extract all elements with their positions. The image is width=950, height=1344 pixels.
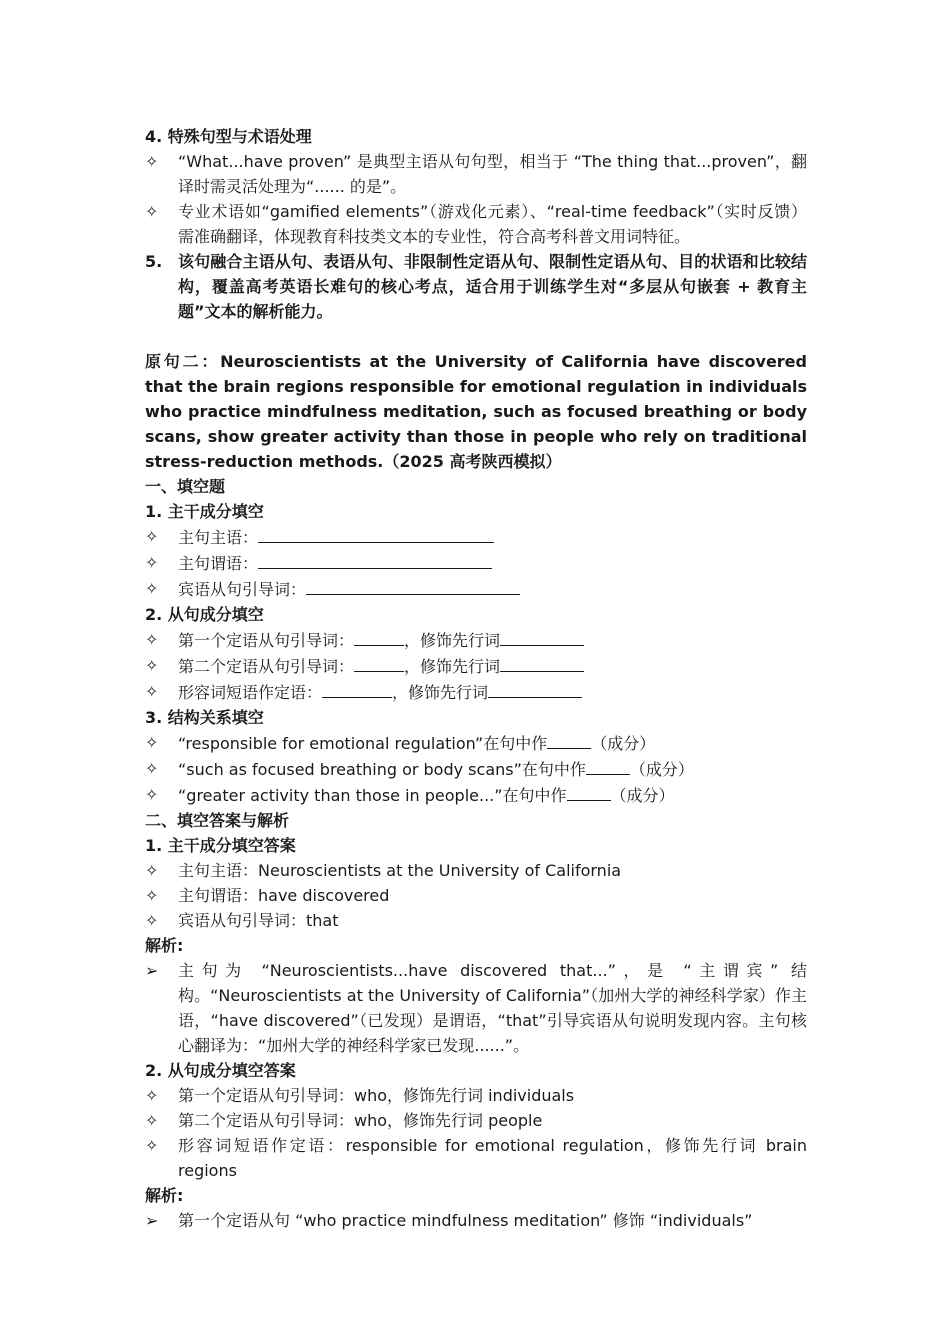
a2-heading: 2. 从句成分填空答案	[145, 1061, 296, 1080]
analysis-item: ➢ 主句为 “Neuroscientists...have discovered that...”，是 “主谓宾” 结构。“Neuroscientists at the University of California”（加州大学的神经科学家）作主语，“have discovered”（已发现）是谓语，“that”引导宾语从句说明发现内容。主句核心翻译为：“加州大学的神经科学家已发现......”。	[145, 958, 807, 1058]
diamond-bullet-icon: ✧	[145, 733, 159, 752]
list-item: ✧ 形容词短语作定语：responsible for emotional regulation，修饰先行词 brain regions	[145, 1133, 807, 1183]
diamond-bullet-icon: ✧	[145, 886, 159, 905]
list-item: ✧ 专业术语如“gamified elements”（游戏化元素）、“real-time feedback”（实时反馈）需准确翻译，体现教育科技类文本的专业性，符合高考科普文用词特征。	[145, 199, 807, 249]
blank-item: ✧ 主句主语：	[145, 524, 807, 550]
section-5-item: 5. 该句融合主语从句、表语从句、非限制性定语从句、限制性定语从句、目的状语和比较结构，覆盖高考英语长难句的核心考点，适合用于训练学生对“多层从句嵌套 + 教育主题”文本的解析能力。	[145, 252, 807, 321]
blank-item: ✧ “such as focused breathing or body scans”在句中作 （成分）	[145, 756, 807, 782]
arrow-bullet-icon: ➢	[145, 1211, 159, 1230]
list-item: ✧ 宾语从句引导词：that	[145, 908, 807, 933]
fill-blank	[322, 679, 392, 698]
diamond-bullet-icon: ✧	[145, 553, 159, 572]
q1-heading: 1. 主干成分填空	[145, 502, 264, 521]
diamond-bullet-icon: ✧	[145, 579, 159, 598]
fill-blank	[354, 627, 404, 646]
diamond-bullet-icon: ✧	[145, 202, 159, 221]
diamond-bullet-icon: ✧	[145, 1136, 159, 1155]
blank-item: ✧ 宾语从句引导词：	[145, 576, 807, 602]
list-item: ✧ “What...have proven” 是典型主语从句句型，相当于 “The thing that...proven”，翻译时需灵活处理为“...... 的是”。	[145, 149, 807, 199]
list-item: ✧ 第二个定语从句引导词：who，修饰先行词 people	[145, 1108, 807, 1133]
fill-blank	[488, 679, 582, 698]
fill-blank	[258, 550, 492, 569]
analysis-label: 解析:	[145, 936, 184, 955]
fill-blank	[354, 653, 404, 672]
fill-blank	[586, 756, 630, 775]
diamond-bullet-icon: ✧	[145, 759, 159, 778]
section-4-heading: 4. 特殊句型与术语处理	[145, 127, 312, 146]
diamond-bullet-icon: ✧	[145, 911, 159, 930]
blank-item: ✧ 第二个定语从句引导词： ，修饰先行词	[145, 653, 807, 679]
diamond-bullet-icon: ✧	[145, 682, 159, 701]
diamond-bullet-icon: ✧	[145, 1086, 159, 1105]
analysis-label: 解析:	[145, 1186, 184, 1205]
fill-blank	[500, 653, 584, 672]
fill-blank	[500, 627, 584, 646]
blank-item: ✧ 主句谓语：	[145, 550, 807, 576]
diamond-bullet-icon: ✧	[145, 656, 159, 675]
original-sentence-2: 原句二：Neuroscientists at the University of California have discovered that the brain regions responsible for emotional regulation in individuals who practice mindfulness meditation, such as focused breathing or body scans, show greater activity than those in people who rely on traditional stress-reduction methods.（2025 高考陕西模拟）	[145, 352, 807, 471]
diamond-bullet-icon: ✧	[145, 861, 159, 880]
document-page	[145, 124, 807, 1233]
q2-heading: 2. 从句成分填空	[145, 605, 264, 624]
blank-item: ✧ 第一个定语从句引导词： ，修饰先行词	[145, 627, 807, 653]
diamond-bullet-icon: ✧	[145, 630, 159, 649]
fill-blank	[547, 730, 591, 749]
blank-item: ✧ “greater activity than those in people...”在句中作 （成分）	[145, 782, 807, 808]
blank-item: ✧ 形容词短语作定语： ，修饰先行词	[145, 679, 807, 705]
diamond-bullet-icon: ✧	[145, 785, 159, 804]
fill-blank	[258, 524, 494, 543]
fill-blank	[567, 782, 611, 801]
diamond-bullet-icon: ✧	[145, 1111, 159, 1130]
diamond-bullet-icon: ✧	[145, 152, 159, 171]
part-1-heading: 一、填空题	[145, 477, 226, 496]
analysis-item: ➢ 第一个定语从句 “who practice mindfulness meditation” 修饰 “individuals”	[145, 1208, 807, 1233]
diamond-bullet-icon: ✧	[145, 527, 159, 546]
list-item: ✧ 主句谓语：have discovered	[145, 883, 807, 908]
part-2-heading: 二、填空答案与解析	[145, 811, 290, 830]
a1-heading: 1. 主干成分填空答案	[145, 836, 296, 855]
list-item: ✧ 第一个定语从句引导词：who，修饰先行词 individuals	[145, 1083, 807, 1108]
arrow-bullet-icon: ➢	[145, 961, 159, 980]
fill-blank	[306, 576, 520, 595]
blank-item: ✧ “responsible for emotional regulation”在句中作 （成分）	[145, 730, 807, 756]
q3-heading: 3. 结构关系填空	[145, 708, 264, 727]
list-item: ✧ 主句主语：Neuroscientists at the University of California	[145, 858, 807, 883]
